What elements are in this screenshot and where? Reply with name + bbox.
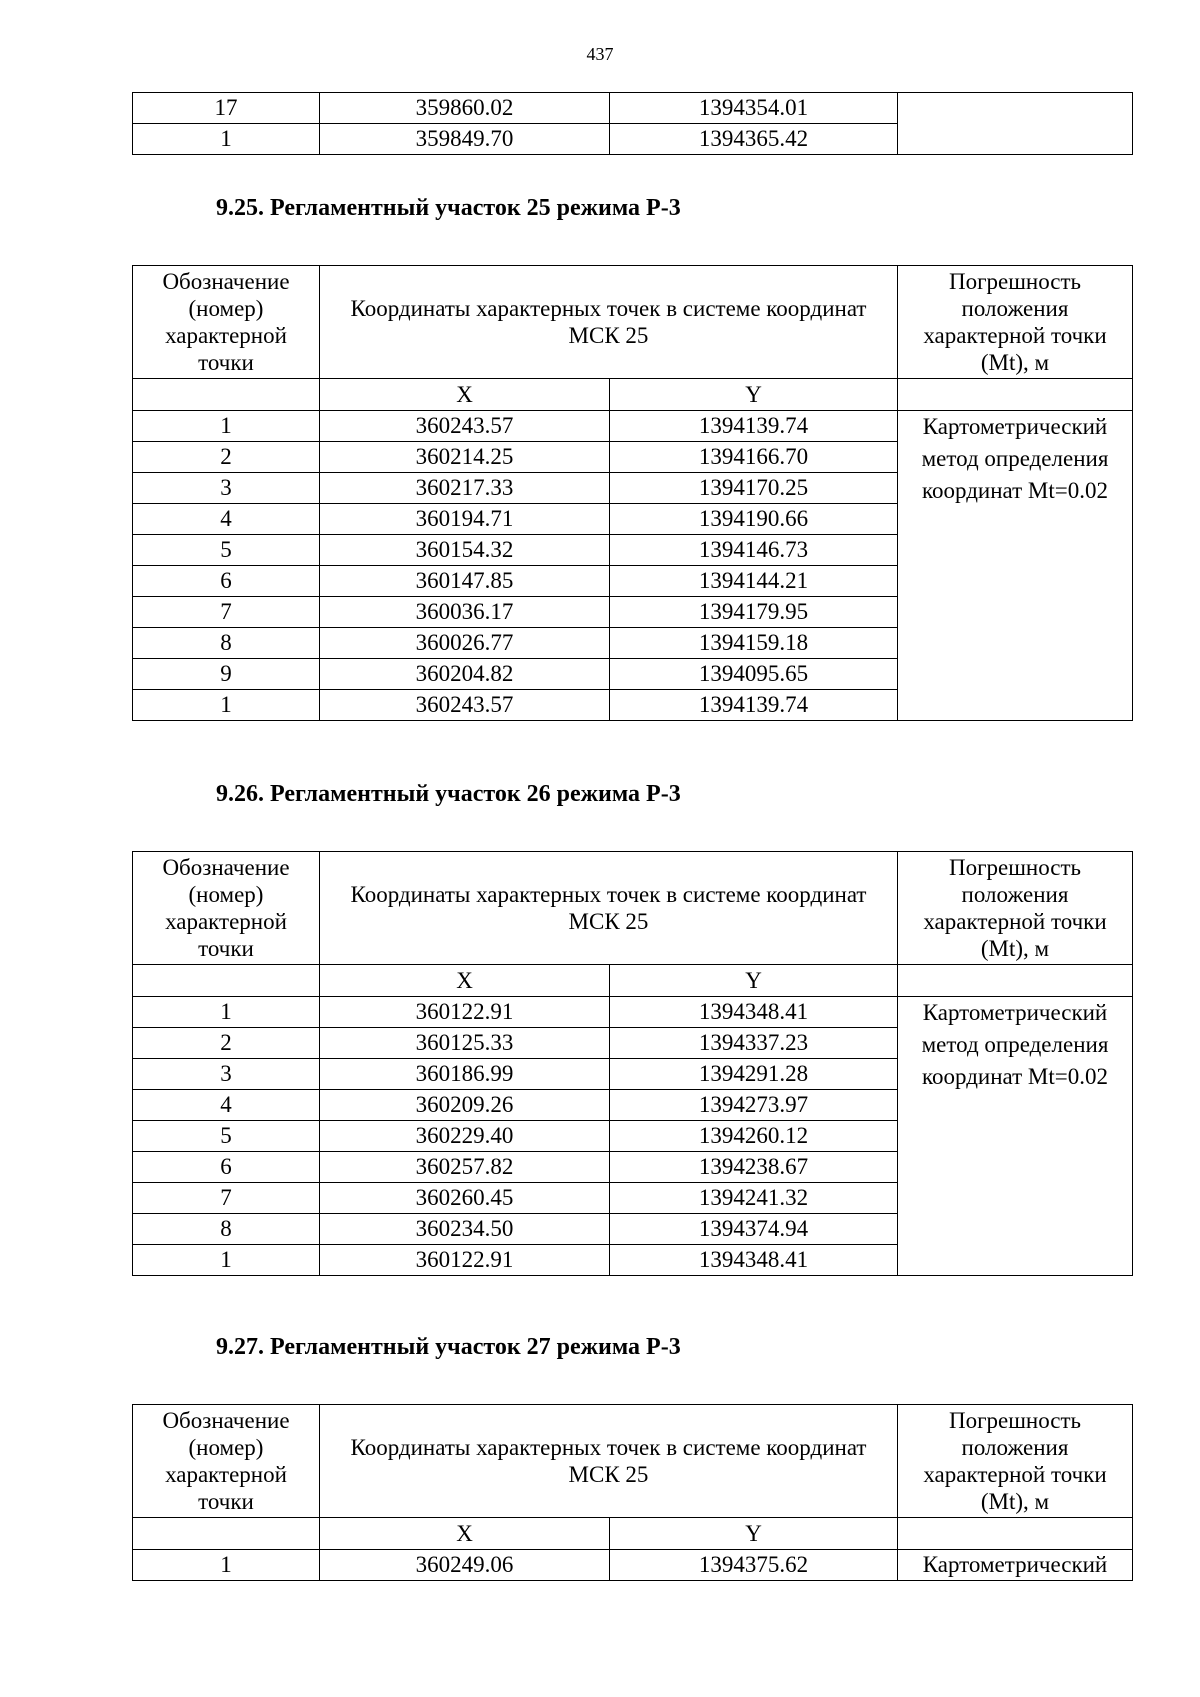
y-header: Y	[610, 1518, 898, 1550]
y-value: 1394146.73	[610, 535, 898, 566]
point-number: 6	[133, 566, 320, 597]
method-cell: Картометрический	[898, 1550, 1133, 1581]
point-number: 7	[133, 597, 320, 628]
y-value: 1394095.65	[610, 659, 898, 690]
x-value: 360217.33	[320, 473, 610, 504]
y-header: Y	[610, 379, 898, 411]
x-value: 360260.45	[320, 1183, 610, 1214]
axis-header-row	[133, 1518, 1133, 1550]
point-number: 4	[133, 1090, 320, 1121]
point-number: 1	[133, 1245, 320, 1276]
method-cell: Картометрический метод определения координат Mt=0.02	[898, 997, 1133, 1276]
designation-header: Обозначение (номер) характерной точки	[133, 852, 320, 965]
designation-header: Обозначение (номер) характерной точки	[133, 266, 320, 379]
coordinates-table	[132, 265, 1133, 721]
x-value: 359860.02	[320, 93, 610, 124]
coordinates-header: Координаты характерных точек в системе координат МСК 25	[320, 266, 898, 379]
x-header: X	[320, 965, 610, 997]
x-header: X	[320, 379, 610, 411]
point-number: 1	[133, 1550, 320, 1581]
x-value: 360243.57	[320, 690, 610, 721]
point-number: 7	[133, 1183, 320, 1214]
empty-cell	[133, 965, 320, 997]
y-value: 1394241.32	[610, 1183, 898, 1214]
x-value: 360234.50	[320, 1214, 610, 1245]
point-number: 8	[133, 1214, 320, 1245]
y-value: 1394374.94	[610, 1214, 898, 1245]
x-value: 360229.40	[320, 1121, 610, 1152]
point-number: 3	[133, 1059, 320, 1090]
empty-cell	[898, 379, 1133, 411]
point-number: 1	[133, 997, 320, 1028]
x-value: 360154.32	[320, 535, 610, 566]
x-value: 360122.91	[320, 997, 610, 1028]
section-title: 9.26. Регламентный участок 26 режима Р-3	[216, 781, 681, 807]
point-number: 2	[133, 442, 320, 473]
section-9-25	[132, 194, 1132, 721]
continuation-table	[132, 92, 1133, 155]
y-value: 1394179.95	[610, 597, 898, 628]
y-value: 1394190.66	[610, 504, 898, 535]
point-number: 5	[133, 535, 320, 566]
empty-cell	[898, 965, 1133, 997]
accuracy-cell	[898, 93, 1133, 155]
empty-cell	[133, 1518, 320, 1550]
table-row	[133, 411, 1133, 442]
accuracy-header: Погрешность положения характерной точки (Mt), м	[898, 266, 1133, 379]
coordinates-header: Координаты характерных точек в системе координат МСК 25	[320, 852, 898, 965]
table-header-row	[133, 266, 1133, 379]
axis-header-row	[133, 965, 1133, 997]
accuracy-header: Погрешность положения характерной точки (Mt), м	[898, 1405, 1133, 1518]
y-value: 1394348.41	[610, 997, 898, 1028]
coordinates-header: Координаты характерных точек в системе координат МСК 25	[320, 1405, 898, 1518]
y-header: Y	[610, 965, 898, 997]
x-value: 360125.33	[320, 1028, 610, 1059]
x-value: 360214.25	[320, 442, 610, 473]
point-number: 4	[133, 504, 320, 535]
table-row	[133, 1550, 1133, 1581]
section-9-27	[132, 1333, 1132, 1581]
point-number: 6	[133, 1152, 320, 1183]
y-value: 1394159.18	[610, 628, 898, 659]
y-value: 1394166.70	[610, 442, 898, 473]
empty-cell	[898, 1518, 1133, 1550]
y-value: 1394337.23	[610, 1028, 898, 1059]
y-value: 1394354.01	[610, 93, 898, 124]
x-value: 359849.70	[320, 124, 610, 155]
section-title: 9.25. Регламентный участок 25 режима Р-3	[216, 195, 681, 221]
designation-header: Обозначение (номер) характерной точки	[133, 1405, 320, 1518]
table-header-row	[133, 1405, 1133, 1518]
coordinates-table	[132, 1404, 1133, 1581]
x-header: X	[320, 1518, 610, 1550]
point-number: 5	[133, 1121, 320, 1152]
x-value: 360122.91	[320, 1245, 610, 1276]
y-value: 1394170.25	[610, 473, 898, 504]
x-value: 360249.06	[320, 1550, 610, 1581]
y-value: 1394291.28	[610, 1059, 898, 1090]
accuracy-header: Погрешность положения характерной точки (Mt), м	[898, 852, 1133, 965]
x-value: 360257.82	[320, 1152, 610, 1183]
y-value: 1394273.97	[610, 1090, 898, 1121]
point-number: 1	[133, 124, 320, 155]
y-value: 1394139.74	[610, 690, 898, 721]
x-value: 360186.99	[320, 1059, 610, 1090]
table-row	[133, 93, 1133, 124]
y-value: 1394260.12	[610, 1121, 898, 1152]
y-value: 1394144.21	[610, 566, 898, 597]
point-number: 9	[133, 659, 320, 690]
point-number: 1	[133, 411, 320, 442]
x-value: 360204.82	[320, 659, 610, 690]
y-value: 1394139.74	[610, 411, 898, 442]
x-value: 360147.85	[320, 566, 610, 597]
point-number: 3	[133, 473, 320, 504]
y-value: 1394238.67	[610, 1152, 898, 1183]
x-value: 360243.57	[320, 411, 610, 442]
continuation-section	[132, 92, 1132, 155]
method-cell: Картометрический метод определения координат Mt=0.02	[898, 411, 1133, 721]
page-number: 437	[586, 44, 614, 64]
y-value: 1394365.42	[610, 124, 898, 155]
point-number: 2	[133, 1028, 320, 1059]
point-number: 17	[133, 93, 320, 124]
x-value: 360194.71	[320, 504, 610, 535]
y-value: 1394348.41	[610, 1245, 898, 1276]
section-title: 9.27. Регламентный участок 27 режима Р-3	[216, 1334, 681, 1360]
x-value: 360036.17	[320, 597, 610, 628]
coordinates-table	[132, 851, 1133, 1276]
axis-header-row	[133, 379, 1133, 411]
y-value: 1394375.62	[610, 1550, 898, 1581]
point-number: 8	[133, 628, 320, 659]
point-number: 1	[133, 690, 320, 721]
section-9-26	[132, 780, 1132, 1276]
empty-cell	[133, 379, 320, 411]
x-value: 360209.26	[320, 1090, 610, 1121]
table-row	[133, 997, 1133, 1028]
table-header-row	[133, 852, 1133, 965]
x-value: 360026.77	[320, 628, 610, 659]
